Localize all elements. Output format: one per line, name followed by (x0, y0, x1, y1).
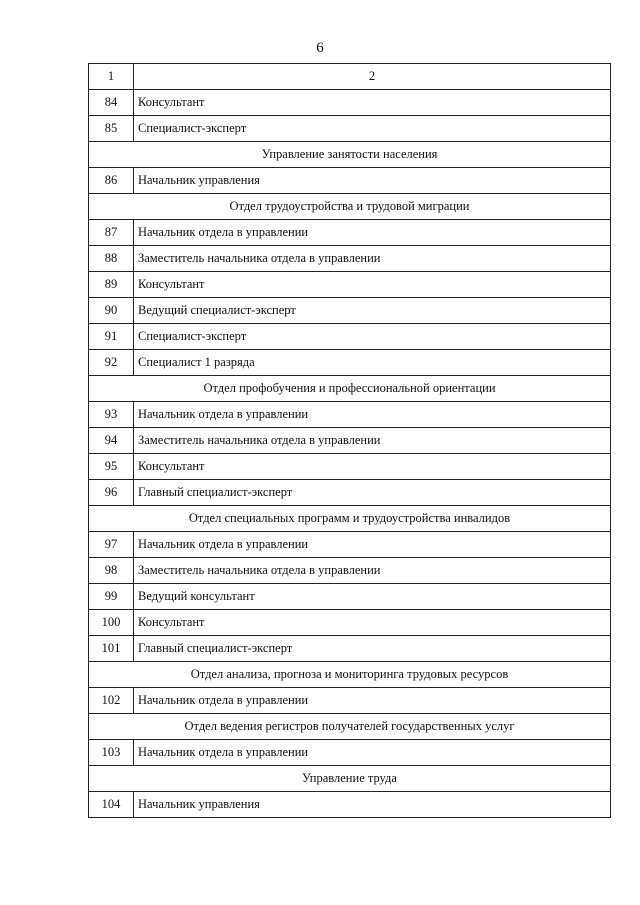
table-row (89, 636, 611, 662)
header-col-2: 2 (134, 64, 611, 90)
table-row (89, 454, 611, 480)
row-number: 102 (89, 688, 134, 714)
section-title: Отдел специальных программ и трудоустройства инвалидов (89, 506, 611, 532)
section-header-row (89, 506, 611, 532)
row-number: 95 (89, 454, 134, 480)
table-row (89, 532, 611, 558)
row-number: 93 (89, 402, 134, 428)
section-title: Управление труда (89, 766, 611, 792)
row-number: 100 (89, 610, 134, 636)
position-title: Специалист-эксперт (134, 116, 611, 142)
position-title: Начальник управления (134, 792, 611, 818)
position-title: Консультант (134, 610, 611, 636)
position-title: Ведущий консультант (134, 584, 611, 610)
position-title: Заместитель начальника отдела в управлении (134, 428, 611, 454)
table-row (89, 740, 611, 766)
table-row (89, 480, 611, 506)
row-number: 97 (89, 532, 134, 558)
row-number: 103 (89, 740, 134, 766)
position-title: Начальник отдела в управлении (134, 402, 611, 428)
row-number: 88 (89, 246, 134, 272)
table-row (89, 610, 611, 636)
row-number: 89 (89, 272, 134, 298)
table-row (89, 298, 611, 324)
table-row (89, 402, 611, 428)
table-row (89, 116, 611, 142)
position-title: Начальник управления (134, 168, 611, 194)
row-number: 104 (89, 792, 134, 818)
row-number: 98 (89, 558, 134, 584)
position-title: Главный специалист-эксперт (134, 636, 611, 662)
row-number: 86 (89, 168, 134, 194)
table-row (89, 584, 611, 610)
position-title: Специалист-эксперт (134, 324, 611, 350)
row-number: 85 (89, 116, 134, 142)
position-title: Начальник отдела в управлении (134, 220, 611, 246)
table-row (89, 350, 611, 376)
table-body (89, 64, 611, 818)
position-title: Начальник отдела в управлении (134, 740, 611, 766)
position-title: Начальник отдела в управлении (134, 688, 611, 714)
position-title: Начальник отдела в управлении (134, 532, 611, 558)
section-header-row (89, 142, 611, 168)
section-header-row (89, 766, 611, 792)
row-number: 96 (89, 480, 134, 506)
table-row (89, 272, 611, 298)
table-row (89, 792, 611, 818)
position-title: Ведущий специалист-эксперт (134, 298, 611, 324)
section-title: Отдел профобучения и профессиональной ориентации (89, 376, 611, 402)
table-row (89, 688, 611, 714)
row-number: 99 (89, 584, 134, 610)
table-row (89, 324, 611, 350)
position-title: Главный специалист-эксперт (134, 480, 611, 506)
position-title: Заместитель начальника отдела в управлении (134, 246, 611, 272)
row-number: 92 (89, 350, 134, 376)
section-header-row (89, 376, 611, 402)
row-number: 87 (89, 220, 134, 246)
table-row (89, 168, 611, 194)
section-header-row (89, 714, 611, 740)
header-col-1: 1 (89, 64, 134, 90)
staff-table (88, 63, 611, 818)
position-title: Специалист 1 разряда (134, 350, 611, 376)
position-title: Заместитель начальника отдела в управлении (134, 558, 611, 584)
table-row (89, 220, 611, 246)
row-number: 101 (89, 636, 134, 662)
row-number: 84 (89, 90, 134, 116)
table-row (89, 428, 611, 454)
table-row (89, 90, 611, 116)
section-header-row (89, 662, 611, 688)
section-header-row (89, 194, 611, 220)
row-number: 94 (89, 428, 134, 454)
row-number: 90 (89, 298, 134, 324)
table-row (89, 246, 611, 272)
section-title: Управление занятости населения (89, 142, 611, 168)
page-number: 6 (316, 40, 324, 56)
position-title: Консультант (134, 90, 611, 116)
section-title: Отдел ведения регистров получателей государственных услуг (89, 714, 611, 740)
position-title: Консультант (134, 454, 611, 480)
section-title: Отдел анализа, прогноза и мониторинга трудовых ресурсов (89, 662, 611, 688)
table-header-row (89, 64, 611, 90)
table-row (89, 558, 611, 584)
row-number: 91 (89, 324, 134, 350)
section-title: Отдел трудоустройства и трудовой миграции (89, 194, 611, 220)
position-title: Консультант (134, 272, 611, 298)
